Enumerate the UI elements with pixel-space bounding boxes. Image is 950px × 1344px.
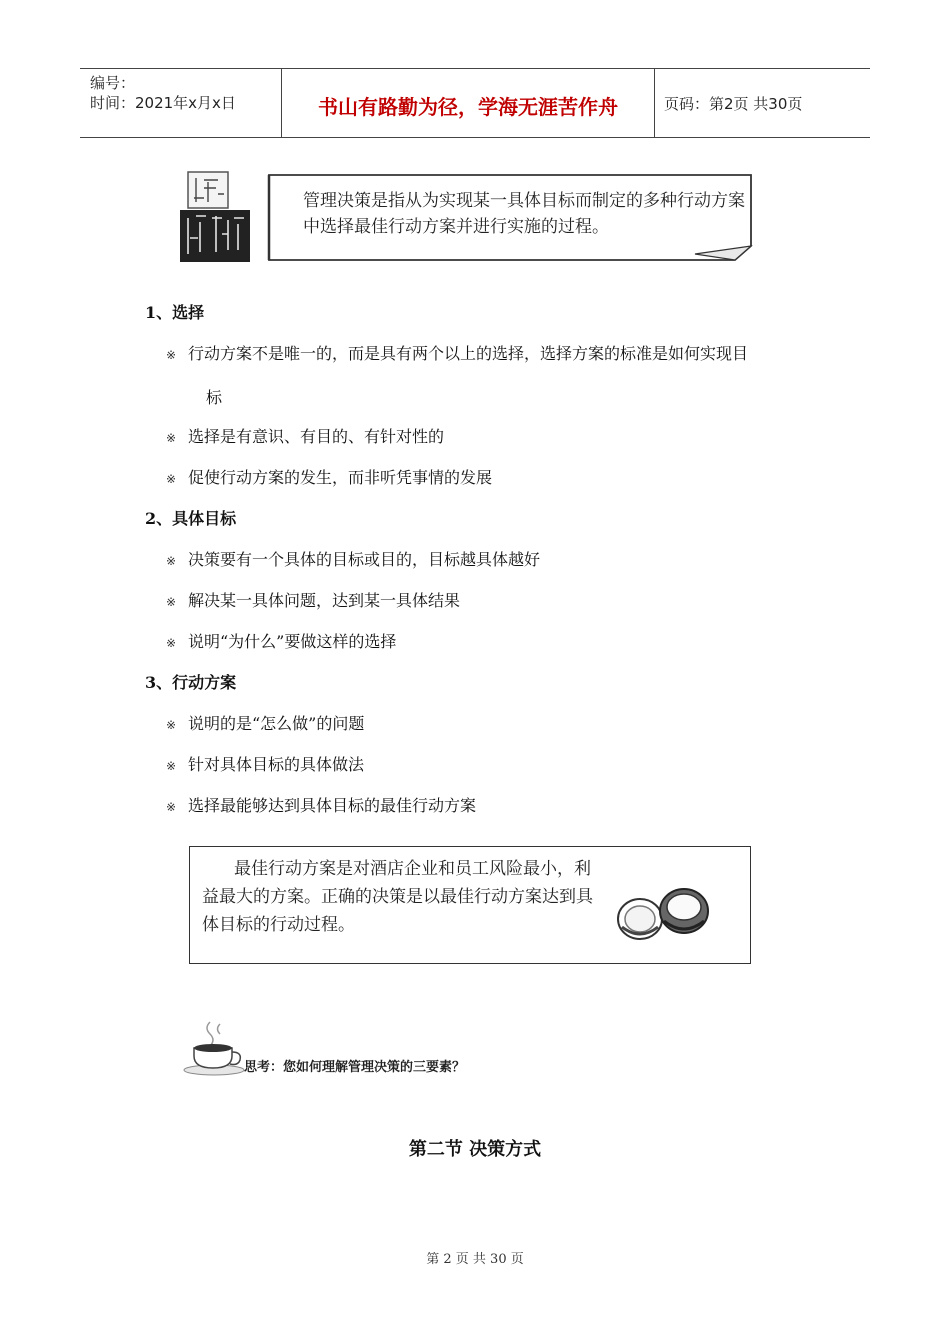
list-item: ※ 说明的是“怎么做”的问题 — [166, 714, 365, 733]
coffee-cup-icon — [176, 1018, 246, 1076]
page-header — [80, 68, 870, 138]
bullet-mark: ※ — [166, 718, 177, 732]
list-item: ※ 选择最能够达到具体目标的最佳行动方案 — [166, 796, 477, 815]
header-divider — [654, 69, 655, 137]
best-plan-callout — [189, 846, 751, 964]
header-motto: 书山有路勤为径，学海无涯苦作舟 — [318, 95, 618, 119]
bullet-mark: ※ — [166, 472, 177, 486]
bullet-mark: ※ — [166, 554, 177, 568]
bullet-mark: ※ — [166, 636, 177, 650]
header-meta — [90, 73, 236, 113]
list-item: ※ 促使行动方案的发生，而非听凭事情的发展 — [166, 468, 493, 487]
bullet-mark: ※ — [166, 348, 177, 362]
page-footer: 第 2 页 共 30 页 — [426, 1252, 524, 1267]
list-item: ※ 解决某一具体问题，达到某一具体结果 — [166, 591, 461, 610]
list-item: ※ 选择是有意识、有目的、有针对性的 — [166, 427, 445, 446]
section-heading-plan: 3、行动方案 — [145, 673, 237, 692]
list-item: ※ 决策要有一个具体的目标或目的，目标越具体越好 — [166, 550, 541, 569]
page-number-label: 页码：第2页 共30页 — [664, 95, 803, 113]
definition-callout — [265, 172, 755, 262]
coconut-illustration — [610, 877, 720, 947]
bullet-mark: ※ — [166, 800, 177, 814]
list-item: ※ 说明“为什么”要做这样的选择 — [166, 632, 397, 651]
section-heading-choice: 1、选择 — [145, 303, 205, 322]
calligraphy-seal-image — [178, 168, 252, 264]
bullet-mark: ※ — [166, 431, 177, 445]
bullet-mark: ※ — [166, 595, 177, 609]
section-title: 第二节 决策方式 — [408, 1139, 542, 1160]
code-label: 编号： — [90, 74, 136, 92]
date-label: 时间：2021年x月x日 — [90, 94, 236, 112]
list-item: ※ 行动方案不是唯一的，而是具有两个以上的选择，选择方案的标准是如何实现目 — [166, 344, 749, 363]
list-item: ※ 针对具体目标的具体做法 — [166, 755, 365, 774]
list-item-continuation: 标 — [206, 388, 223, 407]
think-question: 思考：您如何理解管理决策的三要素？ — [244, 1060, 466, 1075]
best-plan-text: 最佳行动方案是对酒店企业和员工风险最小，利益最大的方案。正确的决策是以最佳行动方案达到具体目标的行动过程。 — [202, 859, 593, 935]
section-heading-goal: 2、具体目标 — [145, 509, 237, 528]
definition-text: 管理决策是指从为实现某一具体目标而制定的多种行动方案中选择最佳行动方案并进行实施的过程。 — [303, 191, 745, 237]
bullet-mark: ※ — [166, 759, 177, 773]
